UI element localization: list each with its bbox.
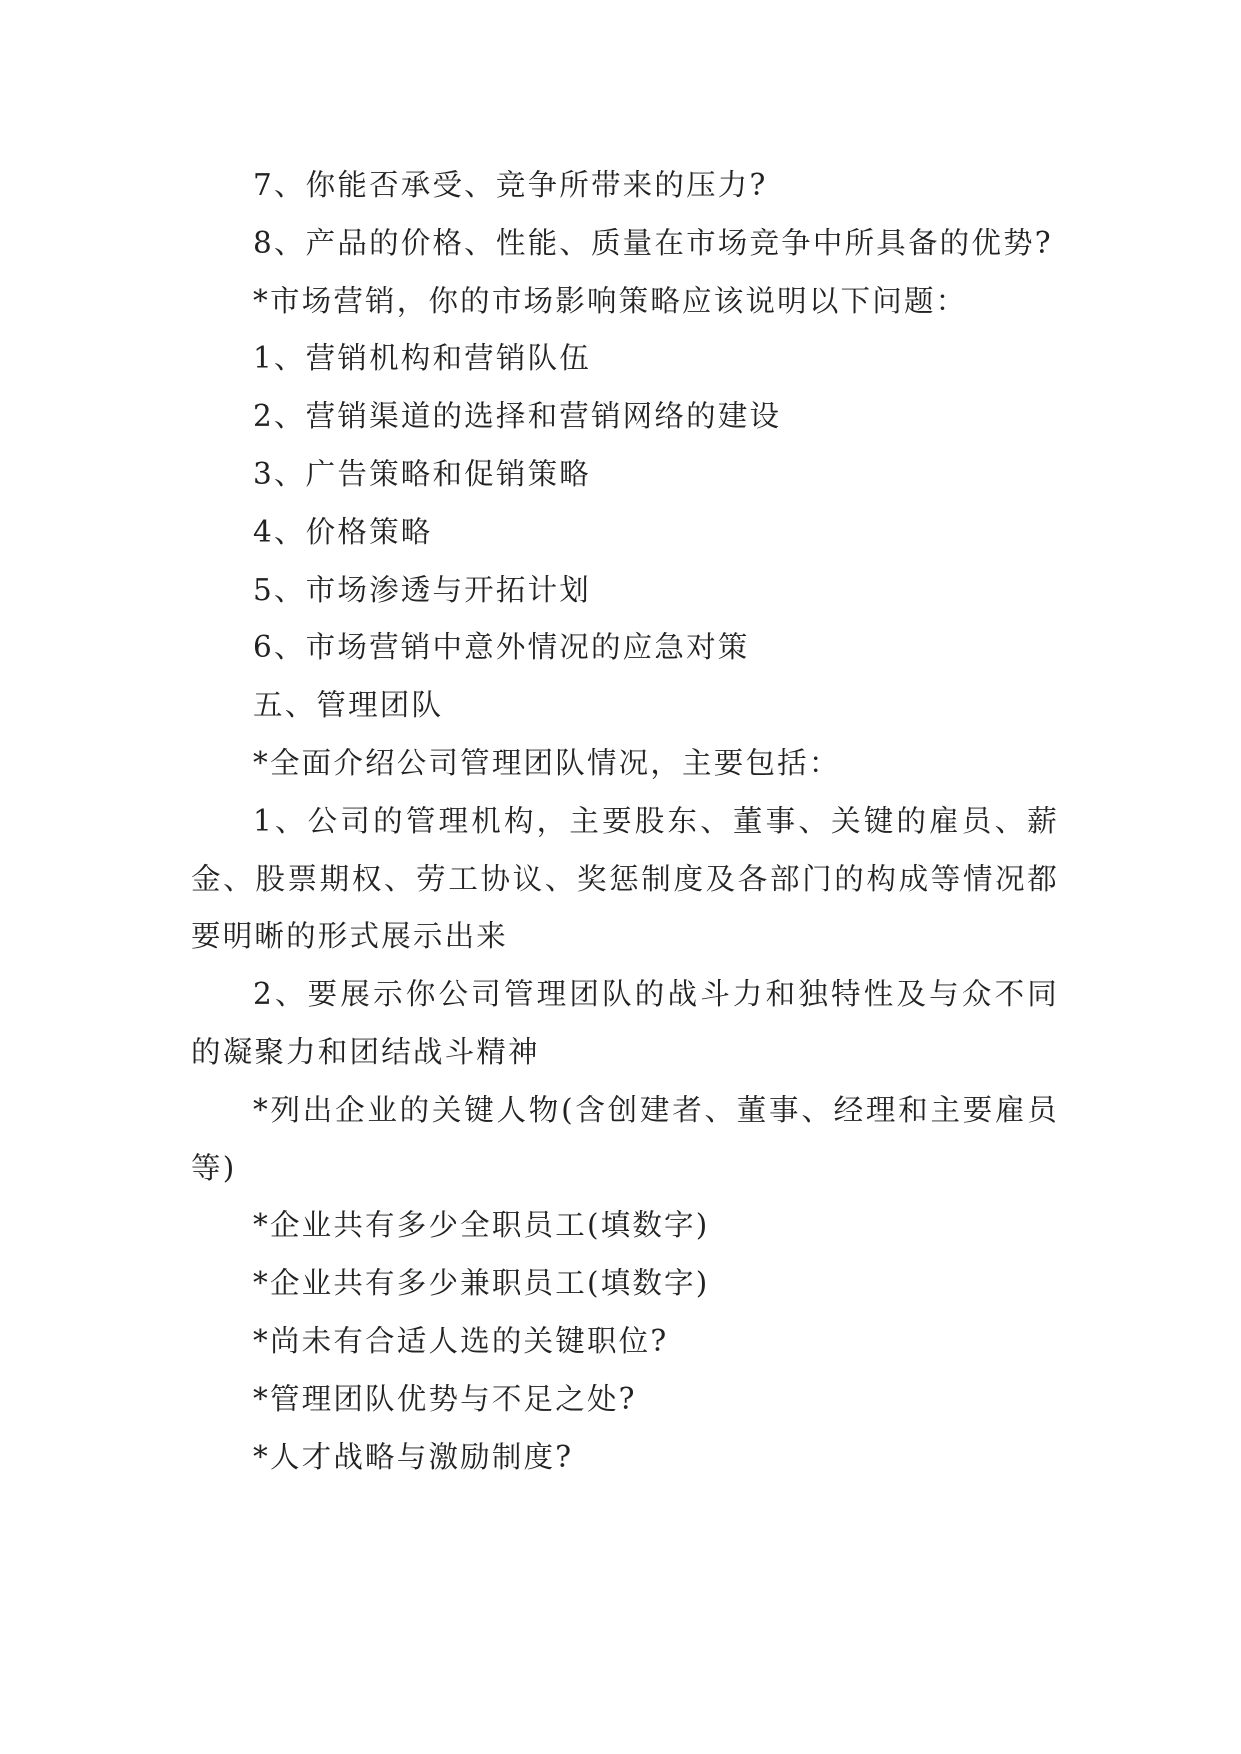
paragraph: *企业共有多少全职员工(填数字) [253, 1208, 710, 1243]
paragraph: *列出企业的关键人物(含创建者、董事、经理和主要雇员等) [191, 1092, 1059, 1185]
paragraph: *企业共有多少兼职员工(填数字) [253, 1266, 710, 1301]
paragraph: 8、产品的价格、性能、质量在市场竞争中所具备的优势? [253, 225, 1053, 260]
paragraph: 7、你能否承受、竞争所带来的压力? [253, 168, 768, 202]
paragraph: 1、公司的管理机构，主要股东、董事、关键的雇员、薪金、股票期权、劳工协议、奖惩制度及各部门的构成等情况都要明晰的形式展示出来 [191, 803, 1059, 954]
paragraph: *全面介绍公司管理团队情况，主要包括： [253, 745, 841, 780]
paragraph: 2、营销渠道的选择和营销网络的建设 [253, 399, 782, 434]
paragraph: *尚未有合适人选的关键职位? [253, 1323, 669, 1358]
paragraph: 4、价格策略 [253, 514, 433, 549]
paragraph: *管理团队优势与不足之处? [253, 1381, 637, 1416]
paragraph: 5、市场渗透与开拓计划 [253, 572, 591, 607]
paragraph: *市场营销，你的市场影响策略应该说明以下问题： [253, 283, 968, 318]
section-heading: 五、管理团队 [253, 688, 444, 723]
paragraph: *人才战略与激励制度? [253, 1439, 574, 1474]
paragraph: 1、营销机构和营销队伍 [253, 341, 591, 376]
paragraph: 3、广告策略和促销策略 [253, 456, 591, 491]
paragraph: 6、市场营销中意外情况的应急对策 [253, 630, 750, 665]
paragraph: 2、要展示你公司管理团队的战斗力和独特性及与众不同的凝聚力和团结战斗精神 [191, 977, 1059, 1069]
document-body [191, 157, 1059, 1486]
